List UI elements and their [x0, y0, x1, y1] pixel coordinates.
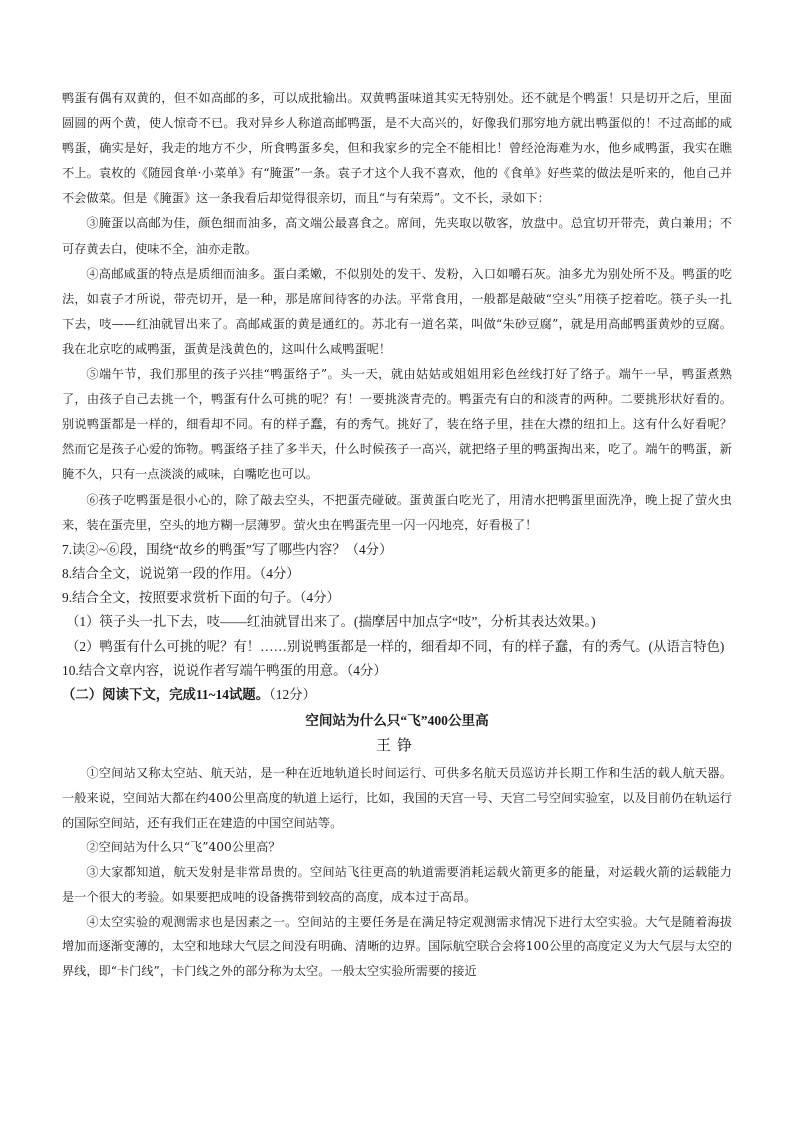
- section-2-points: （12分）: [269, 686, 316, 702]
- section-2-heading-text: （二）阅读下文，完成11~14试题。: [62, 686, 270, 702]
- article-paragraph-1: ①空间站又称太空站、航天站，是一种在近地轨道长时间运行、可供多名航天员巡访并长期工作和生活的载人航天器。一般来说，空间站大都在约400公里高度的轨道上运行，比如，我国的天宫一号、天宫二号空间实验室，以及目前仍在轨运行的国际空间站，还有我们正在建造的中国空间站等。: [62, 765, 732, 830]
- question-8: 8.结合全文，说说第一段的作用。（4分）: [62, 565, 300, 581]
- article-paragraph-4: ④太空实验的观测需求也是因素之一。空间站的主要任务是在满足特定观测需求情况下进行太空实验。大气是随着海拔增加而逐渐变薄的，太空和地球大气层之间没有明确、清晰的边界。国际航空联合会将100公里的高度定义为大气层与太空的界线，即“卡门线”，卡门线之外的部分称为太空。一般太空实验所需要的接近: [62, 914, 732, 979]
- passage-paragraph-6: ⑥孩子吃鸭蛋是很小心的，除了敲去空头，不把蛋壳碰破。蛋黄蛋白吃光了，用清水把鸭蛋里面洗净，晚上捉了萤火虫来，装在蛋壳里，空头的地方糊一层薄罗。萤火虫在鸭蛋壳里一闪一闪地亮，好看极了！: [62, 492, 732, 532]
- article-paragraph-2: ②空间站为什么只“飞”400公里高？: [86, 840, 281, 855]
- article-title: 空间站为什么只“飞”400公里高: [305, 712, 489, 728]
- question-9-part-2: （2）鸭蛋有什么可挑的呢？有！……别说鸭蛋都是一样的，细看却不同，有的样子蠢，有的秀气。(从语言特色): [66, 638, 725, 654]
- section-2-heading: [62, 683, 732, 707]
- passage-paragraph-5: ⑤端午节，我们那里的孩子兴挂“鸭蛋络子”。头一天，就由姑姑或姐姐用彩色丝线打好了络子。端午一早，鸭蛋煮熟了，由孩子自己去挑一个，鸭蛋有什么可挑的呢？有！一要挑淡青壳的。鸭蛋壳有白的和淡青的两种。二要挑形状好看的。别说鸭蛋都是一样的，细看却不同。有的样子蠢，有的秀气。挑好了，装在络子里，挂在大襟的纽扣上。这有什么好看呢？然而它是孩子心爱的饰物。鸭蛋络子挂了多半天，什么时候孩子一高兴，就把络子里的鸭蛋掏出来，吃了。端午的鸭蛋，新腌不久，只有一点淡淡的咸味，白嘴吃也可以。: [62, 367, 732, 482]
- article-author: 王铮: [375, 737, 418, 754]
- question-7: 7.读②~⑥段，围绕“故乡的鸭蛋”写了哪些内容？（4分）: [62, 541, 393, 557]
- passage-paragraph-intro: 鸭蛋有偶有双黄的，但不如高邮的多，可以成批输出。双黄鸭蛋味道其实无特别处。还不就是个鸭蛋！只是切开之后，里面圆圆的两个黄，使人惊奇不已。我对异乡人称道高邮鸭蛋，是不大高兴的，好像我们那穷地方就出鸭蛋似的！不过高邮的咸鸭蛋，确实是好，我走的地方不少，所食鸭蛋多矣，但和我家乡的完全不能相比！曾经沧海难为水，他乡咸鸭蛋，我实在瞧不上。袁枚的《随园食单·小菜单》有“腌蛋”一条。袁子才这个人我不喜欢，他的《食单》好些菜的做法是听来的，他自己并不会做菜。但是《腌蛋》这一条我看后却觉得很亲切，而且“与有荣焉”。文不长，录如下：: [62, 91, 732, 206]
- question-9: 9.结合全文，按照要求赏析下面的句子。（4分）: [62, 590, 340, 606]
- question-10: 10.结合文章内容，说说作者写端午鸭蛋的用意。（4分）: [62, 662, 387, 678]
- article-paragraph-3: ③大家都知道，航天发射是非常昂贵的。空间站飞往更高的轨道需要消耗运载火箭更多的能量，对运载火箭的运载能力是一个很大的考验。如果要把成吨的设备携带到较高的高度，成本过于高昂。: [62, 865, 732, 904]
- passage-paragraph-4: ④高邮咸蛋的特点是质细而油多。蛋白柔嫩，不似别处的发干、发粉，入口如嚼石灰。油多尤为别处所不及。鸭蛋的吃法，如袁子才所说，带壳切开，是一种，那是席间待客的办法。平常食用，一般都是敲破“空头”用筷子挖着吃。筷子头一扎下去，吱——红油就冒出来了。高邮咸蛋的黄是通红的。苏北有一道名菜，叫做“朱砂豆腐”，就是用高邮鸭蛋黄炒的豆腐。我在北京吃的咸鸭蛋，蛋黄是浅黄色的，这叫什么咸鸭蛋呢！: [62, 266, 732, 356]
- question-9-part-1: （1）筷子头一扎下去，吱——红油就冒出来了。(揣摩居中加点字“吱”，分析其表达效果。): [66, 614, 596, 630]
- passage-paragraph-3: ③腌蛋以高邮为佳，颜色细而油多，高文端公最喜食之。席间，先夹取以敬客，放盘中。总宜切开带壳，黄白兼用；不可存黄去白，使味不全，油亦走散。: [62, 216, 732, 256]
